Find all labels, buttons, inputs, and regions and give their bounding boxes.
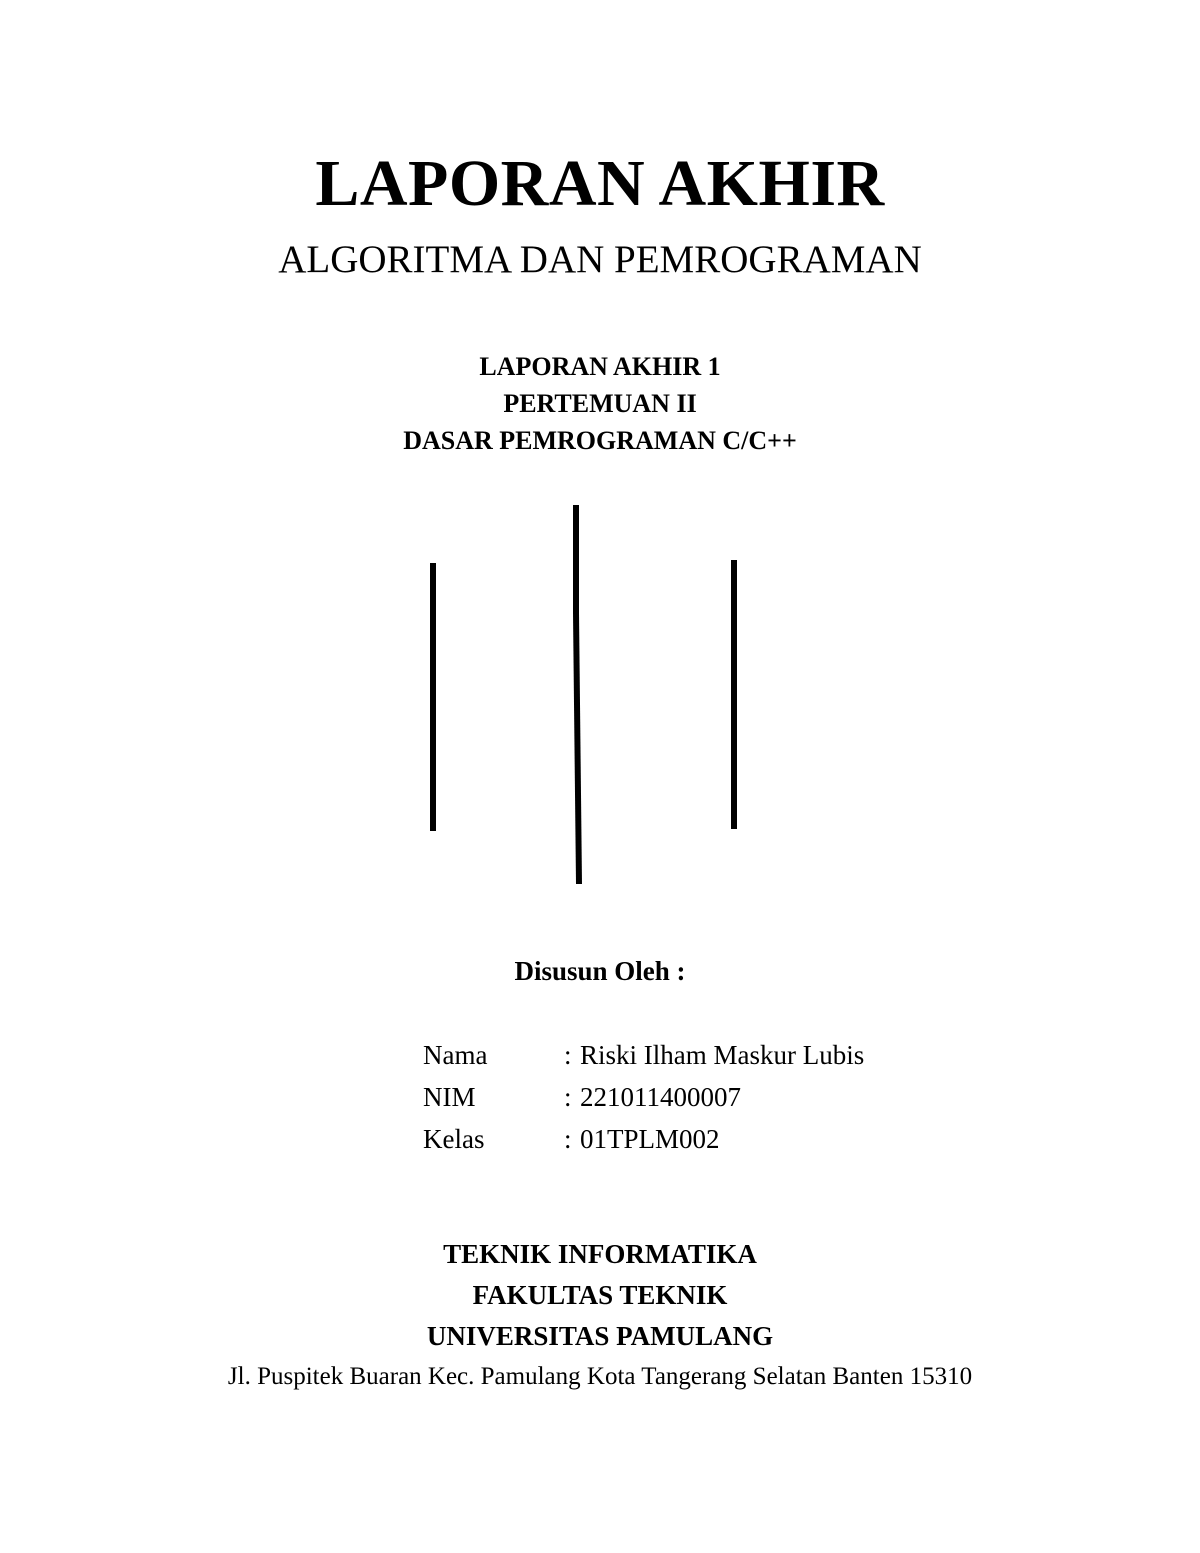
study-program: TEKNIK INFORMATIKA xyxy=(443,1239,757,1269)
info-value: 221011400007 xyxy=(580,1082,741,1112)
university-address: Jl. Puspitek Buaran Kec. Pamulang Kota Tangerang Selatan Banten 15310 xyxy=(227,1363,973,1390)
course-title: ALGORITMA DAN PEMROGRAMAN xyxy=(278,238,922,281)
info-colon: : xyxy=(564,1040,572,1070)
info-value: 01TPLM002 xyxy=(580,1124,720,1154)
prepared-by-heading: Disusun Oleh : xyxy=(514,956,686,986)
author-info-table xyxy=(423,1034,864,1160)
info-row-name xyxy=(423,1034,864,1076)
middle-bar-bottom xyxy=(576,613,579,884)
info-colon: : xyxy=(564,1124,572,1154)
report-number: LAPORAN AKHIR 1 xyxy=(479,352,721,381)
info-row-nim xyxy=(423,1076,864,1118)
topic-title: DASAR PEMROGRAMAN C/C++ xyxy=(403,426,797,455)
info-row-class xyxy=(423,1118,864,1160)
faculty-name: FAKULTAS TEKNIK xyxy=(472,1280,728,1310)
meeting-number: PERTEMUAN II xyxy=(503,389,697,418)
info-label: NIM xyxy=(423,1082,476,1112)
info-label: Kelas xyxy=(423,1124,485,1154)
university-name: UNIVERSITAS PAMULANG xyxy=(426,1321,774,1351)
info-colon: : xyxy=(564,1082,572,1112)
report-title: LAPORAN AKHIR xyxy=(315,147,885,220)
info-label: Nama xyxy=(423,1040,488,1070)
info-value: Riski Ilham Maskur Lubis xyxy=(580,1040,865,1070)
